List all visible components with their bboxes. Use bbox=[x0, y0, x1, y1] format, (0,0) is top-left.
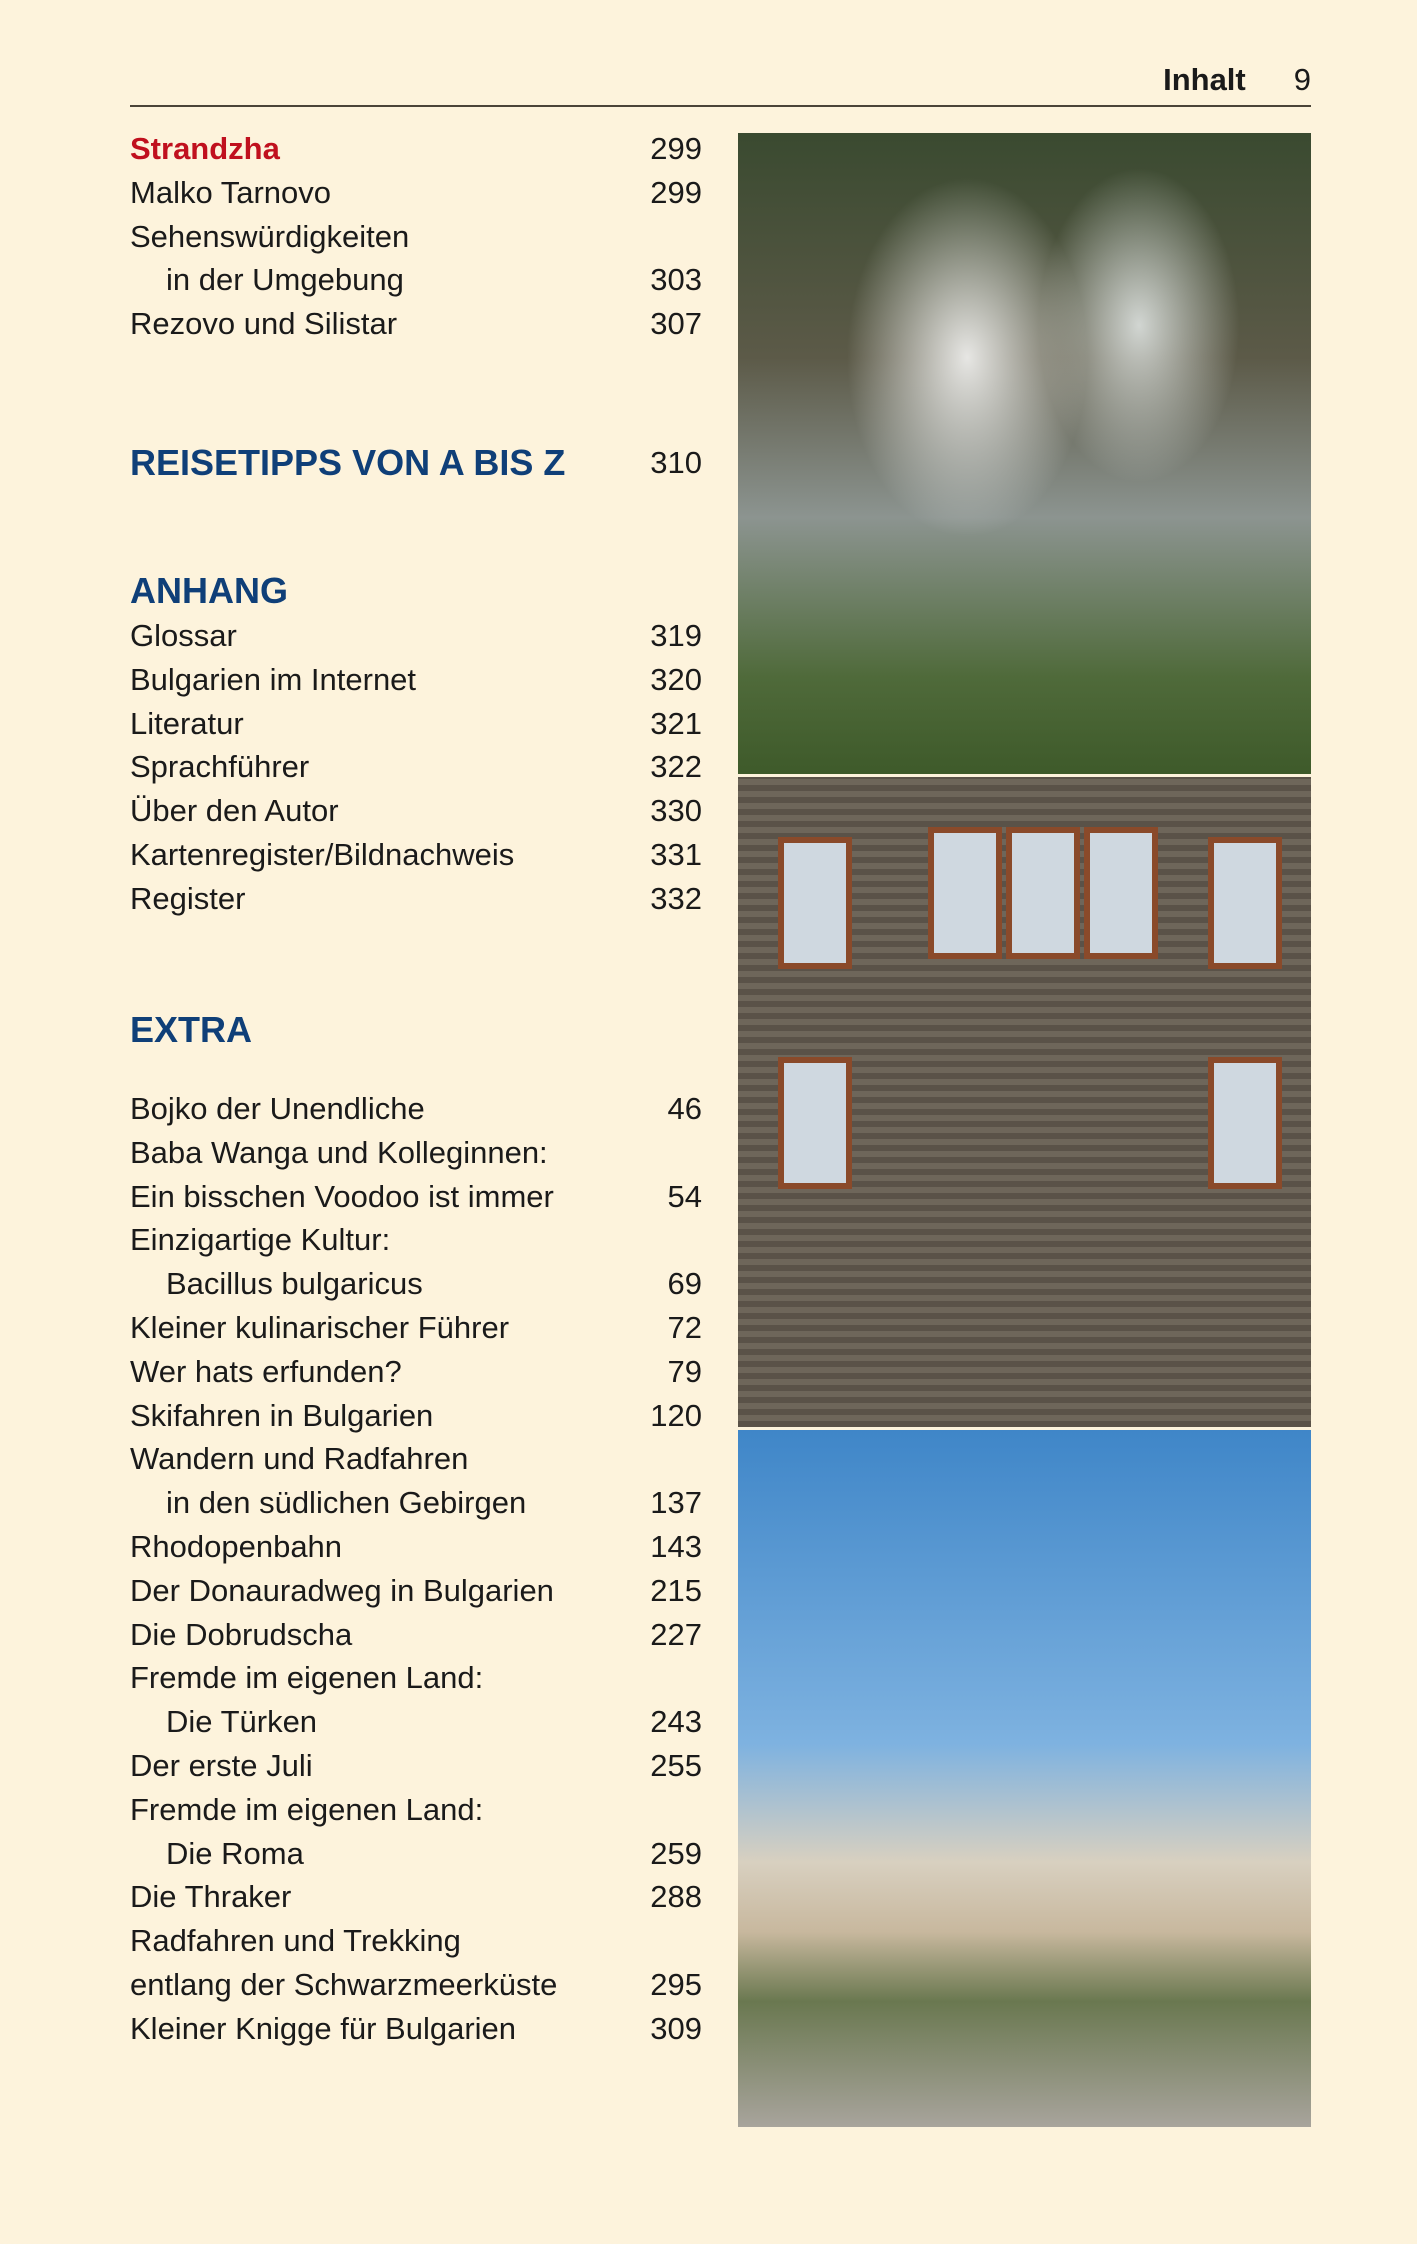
toc-row[interactable] bbox=[130, 127, 702, 171]
toc-page: 299 bbox=[650, 174, 702, 210]
toc-page: 331 bbox=[650, 836, 702, 872]
toc-row[interactable] bbox=[130, 1875, 702, 1919]
toc-page: 307 bbox=[650, 306, 702, 342]
toc-page: 243 bbox=[650, 1704, 702, 1740]
toc-row[interactable] bbox=[130, 1175, 702, 1219]
toc-label: Bulgarien im Internet bbox=[130, 661, 417, 697]
toc-label: Der erste Juli bbox=[130, 1747, 313, 1783]
toc-row[interactable] bbox=[130, 302, 702, 346]
toc-row[interactable] bbox=[130, 1350, 702, 1394]
section-heading: EXTRA bbox=[130, 1009, 253, 1050]
section-heading: REISETIPPS VON A BIS Z bbox=[130, 442, 566, 483]
toc-page: 299 bbox=[650, 131, 702, 166]
toc-label: in der Umgebung bbox=[166, 262, 404, 298]
toc-reisetipps bbox=[130, 440, 702, 486]
toc-label: Literatur bbox=[130, 705, 244, 741]
toc-label: Die Thraker bbox=[130, 1879, 292, 1915]
toc-label: Glossar bbox=[130, 618, 237, 653]
toc-page: 330 bbox=[650, 793, 702, 829]
toc-row[interactable] bbox=[130, 1656, 702, 1700]
toc-anhang bbox=[130, 568, 702, 921]
toc-page: 288 bbox=[650, 1879, 702, 1915]
toc-label: Bacillus bulgaricus bbox=[166, 1266, 423, 1302]
toc-row[interactable] bbox=[130, 1700, 702, 1744]
running-header bbox=[1163, 62, 1311, 98]
toc-row[interactable] bbox=[130, 789, 702, 833]
toc-row[interactable] bbox=[130, 745, 702, 789]
toc-label: Wandern und Radfahren bbox=[130, 1441, 469, 1477]
section-title: Inhalt bbox=[1163, 62, 1246, 97]
toc-page: 46 bbox=[667, 1091, 702, 1126]
toc-page: 309 bbox=[650, 2010, 702, 2046]
toc-row[interactable] bbox=[130, 702, 702, 746]
toc-page: 79 bbox=[667, 1353, 702, 1389]
toc-label: Die Türken bbox=[166, 1704, 318, 1740]
toc-row[interactable] bbox=[130, 1481, 702, 1525]
toc-label: Fremde im eigenen Land: bbox=[130, 1660, 484, 1696]
toc-row[interactable] bbox=[130, 1744, 702, 1788]
toc-row[interactable] bbox=[130, 1262, 702, 1306]
toc-label: Wer hats erfunden? bbox=[130, 1353, 402, 1389]
toc-page: 259 bbox=[650, 1835, 702, 1871]
toc-row[interactable] bbox=[130, 171, 702, 215]
toc-page: 321 bbox=[650, 705, 702, 741]
toc-row[interactable] bbox=[130, 1963, 702, 2007]
toc-page: 255 bbox=[650, 1747, 702, 1783]
toc-row[interactable] bbox=[130, 1087, 702, 1131]
toc-label: Baba Wanga und Kolleginnen: bbox=[130, 1134, 548, 1170]
toc-row[interactable] bbox=[130, 440, 702, 486]
toc-label: Kartenregister/Bildnachweis bbox=[130, 836, 515, 872]
toc-label: Bojko der Unendliche bbox=[130, 1091, 425, 1126]
toc-label: Sprachführer bbox=[130, 749, 310, 785]
toc-label: in den südlichen Gebirgen bbox=[166, 1485, 527, 1521]
toc-row[interactable] bbox=[130, 1437, 702, 1481]
toc-row[interactable] bbox=[130, 1613, 702, 1657]
toc-label: Kleiner kulinarischer Führer bbox=[130, 1309, 510, 1345]
header-rule bbox=[130, 105, 1311, 107]
photo-wooden-house bbox=[738, 777, 1311, 1427]
toc-page: 227 bbox=[650, 1616, 702, 1652]
toc-row[interactable] bbox=[130, 658, 702, 702]
toc-row[interactable] bbox=[130, 1919, 702, 1963]
toc-label: Kleiner Knigge für Bulgarien bbox=[130, 2010, 517, 2046]
toc-row[interactable] bbox=[130, 1218, 702, 1262]
toc-page: 310 bbox=[650, 445, 702, 480]
toc-page: 54 bbox=[667, 1178, 702, 1214]
toc-label: Über den Autor bbox=[130, 793, 339, 829]
toc-page: 332 bbox=[650, 880, 702, 916]
page-number: 9 bbox=[1293, 62, 1311, 97]
photo-waterfall bbox=[738, 133, 1311, 774]
toc-page: 295 bbox=[650, 1966, 702, 2002]
toc-page: 120 bbox=[650, 1397, 702, 1433]
toc-row[interactable] bbox=[130, 215, 702, 259]
toc-page: 69 bbox=[667, 1266, 702, 1302]
toc-label: Register bbox=[130, 880, 246, 916]
toc-label: Radfahren und Trekking bbox=[130, 1923, 461, 1959]
toc-label: Ein bisschen Voodoo ist immer bbox=[130, 1178, 554, 1214]
toc-label: Strandzha bbox=[130, 131, 280, 166]
toc-label: Malko Tarnovo bbox=[130, 174, 332, 210]
toc-row[interactable] bbox=[130, 1788, 702, 1832]
toc-page: 322 bbox=[650, 749, 702, 785]
photo-village-street bbox=[738, 1430, 1311, 2127]
toc-row[interactable] bbox=[130, 877, 702, 921]
toc-row[interactable] bbox=[130, 614, 702, 658]
toc-label: Die Dobrudscha bbox=[130, 1616, 353, 1652]
toc-label: Rhodopenbahn bbox=[130, 1528, 343, 1564]
toc-label: Die Roma bbox=[166, 1835, 304, 1871]
toc-page: 137 bbox=[650, 1485, 702, 1521]
toc-row[interactable] bbox=[130, 1131, 702, 1175]
toc-extra bbox=[130, 1007, 702, 2051]
toc-label: Rezovo und Silistar bbox=[130, 306, 398, 342]
toc-label: entlang der Schwarzmeerküste bbox=[130, 1966, 558, 2002]
toc-row[interactable] bbox=[130, 1394, 702, 1438]
toc-page: 320 bbox=[650, 661, 702, 697]
toc-label: Fremde im eigenen Land: bbox=[130, 1791, 484, 1827]
toc-page: 72 bbox=[667, 1309, 702, 1345]
toc-row[interactable] bbox=[130, 1832, 702, 1876]
toc-row[interactable] bbox=[130, 833, 702, 877]
toc-row[interactable] bbox=[130, 1525, 702, 1569]
toc-row[interactable] bbox=[130, 1569, 702, 1613]
toc-page: 215 bbox=[650, 1572, 702, 1608]
toc-row[interactable] bbox=[130, 258, 702, 302]
toc-label: Skifahren in Bulgarien bbox=[130, 1397, 434, 1433]
toc-page: 143 bbox=[650, 1528, 702, 1564]
toc-label: Einzigartige Kultur: bbox=[130, 1222, 391, 1258]
toc-row[interactable] bbox=[130, 1306, 702, 1350]
toc-strandzha bbox=[130, 127, 702, 346]
toc-label: Der Donauradweg in Bulgarien bbox=[130, 1572, 554, 1608]
toc-page: 303 bbox=[650, 262, 702, 298]
toc-label: Sehenswürdigkeiten bbox=[130, 218, 410, 254]
section-heading: ANHANG bbox=[130, 570, 288, 611]
toc-row[interactable] bbox=[130, 2007, 702, 2051]
toc-page: 319 bbox=[650, 618, 702, 653]
